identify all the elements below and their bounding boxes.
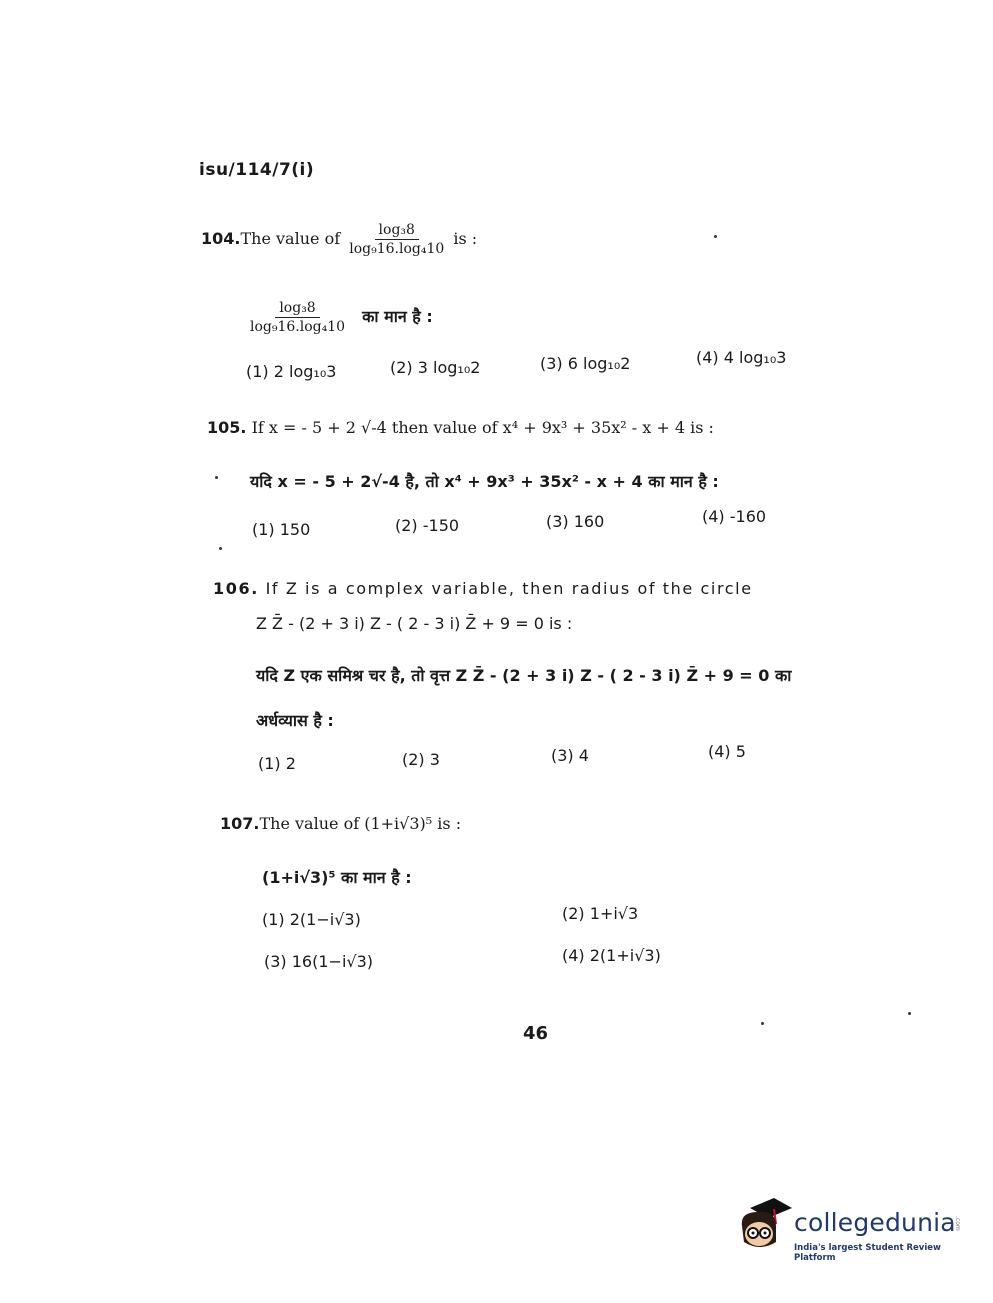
question-text: If Z is a complex variable, then radius of the circle	[265, 579, 753, 598]
option-106-2: (2) 3	[402, 750, 440, 769]
scan-speck	[761, 1022, 764, 1025]
question-106-en-line2: Z Z̄ - (2 + 3 i) Z - ( 2 - 3 i) Z̄ + 9 = 0 is :	[256, 614, 573, 633]
option-107-2: (2) 1+i√3	[562, 904, 639, 923]
question-104-en	[201, 222, 477, 257]
option-104-2: (2) 3 log₁₀2	[390, 358, 481, 377]
fraction-numerator: log₃8	[275, 300, 319, 318]
question-text: The value of (1+i√3)⁵ is :	[259, 814, 462, 833]
question-105-en	[207, 418, 714, 437]
scan-speck	[714, 235, 717, 238]
fraction-numerator: log₃8	[375, 222, 419, 240]
option-105-1: (1) 150	[252, 520, 311, 539]
option-106-4: (4) 5	[708, 742, 746, 761]
option-106-1: (1) 2	[258, 754, 296, 773]
page-number: 46	[523, 1023, 549, 1044]
option-105-4: (4) -160	[702, 507, 767, 526]
fraction-denominator: log₉16.log₄10	[349, 241, 445, 257]
fraction	[246, 300, 349, 335]
question-text: If x = - 5 + 2 √-4 then value of x⁴ + 9x³ + 35x² - x + 4 is :	[251, 418, 714, 437]
option-105-2: (2) -150	[395, 516, 460, 535]
question-106-en-line1	[213, 579, 753, 598]
option-104-4: (4) 4 log₁₀3	[696, 348, 787, 367]
question-number: 106.	[213, 579, 259, 598]
question-105-hi: यदि x = - 5 + 2√-4 है, तो x⁴ + 9x³ + 35x² - x + 4 का मान है :	[250, 472, 719, 491]
paper-code: isu/114/7(i)	[199, 160, 315, 180]
option-105-3: (3) 160	[546, 512, 605, 531]
scan-speck	[908, 1012, 911, 1015]
question-number: 107.	[220, 814, 260, 833]
logo-tagline: India's largest Student Review Platform	[794, 1243, 941, 1263]
question-107-en	[220, 814, 461, 833]
option-104-1: (1) 2 log₁₀3	[246, 362, 337, 381]
question-number: 104.	[201, 229, 241, 248]
question-106-hi-line1: यदि Z एक समिश्र चर है, तो वृत्त Z Z̄ - (2 + 3 i) Z - ( 2 - 3 i) Z̄ + 9 = 0 का	[256, 666, 792, 685]
question-107-hi: (1+i√3)⁵ का मान है :	[262, 868, 412, 887]
fraction-denominator: log₉16.log₄10	[250, 319, 346, 335]
option-107-4: (4) 2(1+i√3)	[562, 946, 661, 965]
scan-speck	[215, 476, 218, 479]
logo-wordmark: collegedunia	[794, 1208, 956, 1237]
scan-speck	[219, 547, 222, 550]
collegedunia-logo	[736, 1196, 966, 1266]
logo-suffix: .com	[954, 1216, 961, 1231]
question-text-end: is :	[453, 229, 478, 248]
fraction	[345, 222, 448, 257]
question-104-hi	[246, 300, 433, 335]
option-107-1: (1) 2(1−i√3)	[262, 910, 361, 929]
option-107-3: (3) 16(1−i√3)	[264, 952, 373, 971]
question-number: 105.	[207, 418, 247, 437]
mascot-icon	[736, 1196, 792, 1256]
option-104-3: (3) 6 log₁₀2	[540, 354, 631, 373]
question-text: The value of	[240, 229, 341, 248]
option-106-3: (3) 4	[551, 746, 589, 765]
question-106-hi-line2: अर्धव्यास है :	[256, 711, 334, 730]
question-text-hindi: का मान है :	[362, 307, 433, 326]
